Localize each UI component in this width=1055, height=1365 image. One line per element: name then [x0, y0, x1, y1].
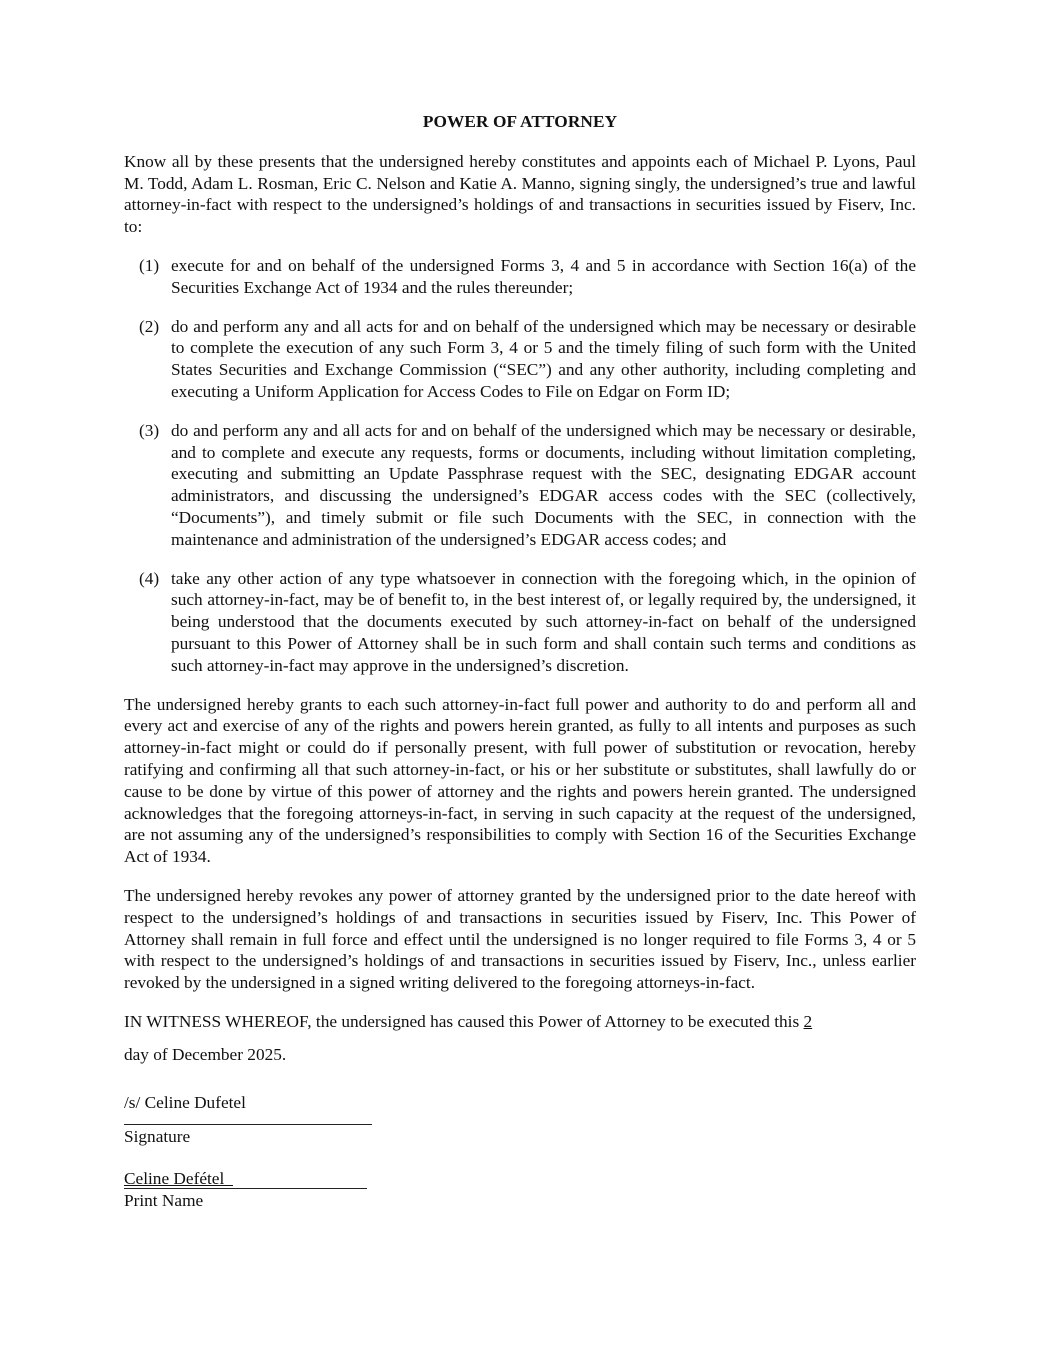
witness-text: IN WITNESS WHEREOF, the undersigned has caused this Power of Attorney to be executed this	[124, 1011, 804, 1031]
signature-block	[124, 1092, 916, 1210]
revocation-paragraph: The undersigned hereby revokes any power of attorney granted by the undersigned prior to the date hereof with respect to the undersigned’s holdings of and transactions in securities issued by Fiserv, Inc. This Power of Attorney shall remain in full force and effect until the undersigned is no longer required to file Forms 3, 4 or 5 with respect to the undersigned’s holdings of and transactions in securities issued by Fiserv, Inc., unless earlier revoked by the undersigned in a signed writing delivered to the foregoing attorneys-in-fact.	[124, 885, 916, 993]
print-name-value: Celine Defétel_	[124, 1169, 233, 1189]
list-item-text: do and perform any and all acts for and on behalf of the undersigned which may be necessary or desirable to complete the execution of any such Form 3, 4 or 5 and the timely filing of such form with the United States Securities and Exchange Commission (“SEC”) and any other authority, including completing and executing a Uniform Application for Access Codes to File on Edgar on Form ID;	[171, 316, 916, 401]
powers-list	[124, 255, 916, 677]
list-item-number: (4)	[139, 568, 160, 588]
list-item	[124, 316, 916, 403]
signature-line	[124, 1124, 372, 1125]
print-name-line	[124, 1169, 367, 1189]
witness-date-line: day of December 2025.	[124, 1044, 287, 1064]
document-title: POWER OF ATTORNEY	[422, 112, 618, 131]
list-item-number: (1)	[139, 255, 160, 275]
list-item-number: (2)	[139, 316, 160, 336]
signature-value: /s/ Celine Dufetel	[124, 1093, 246, 1113]
list-item	[124, 255, 916, 299]
list-item-text: execute for and on behalf of the undersigned Forms 3, 4 and 5 in accordance with Section 16(a) of the Securities Exchange Act of 1934 and the rules thereunder;	[171, 255, 916, 297]
intro-paragraph: Know all by these presents that the undersigned hereby constitutes and appoints each of Michael P. Lyons, Paul M. Todd, Adam L. Rosman, Eric C. Nelson and Katie A. Manno, signing singly, the undersigned’s true and lawful attorney-in-fact with respect to the undersigned’s holdings of and transactions in securities issued by Fiserv, Inc. to:	[124, 151, 916, 237]
list-item-text: take any other action of any type whatsoever in connection with the foregoing which, in the opinion of such attorney-in-fact, may be of benefit to, in the best interest of, or legally required by, the undersigned, it being understood that the documents executed by such attorney-in-fact on behalf of the undersigned pursuant to this Power of Attorney shall be in such form and shall contain such terms and conditions as such attorney-in-fact may approve in the undersigned’s discretion.	[171, 568, 916, 675]
grant-paragraph: The undersigned hereby grants to each such attorney-in-fact full power and authority to do and perform all and every act and exercise of any of the rights and powers herein granted, as fully to all intents and purposes as such attorney-in-fact might or could do if personally present, with full power of substitution or revocation, hereby ratifying and confirming all that such attorney-in-fact, or his or her substitute or substitutes, shall lawfully do or cause to be done by virtue of this power of attorney and the rights and powers herein granted. The undersigned acknowledges that the foregoing attorneys-in-fact, in serving in such capacity at the request of the undersigned, are not assuming any of the undersigned’s responsibilities to comply with Section 16 of the Securities Exchange Act of 1934.	[124, 694, 916, 867]
witness-day: 2	[803, 1011, 813, 1031]
list-item-text: do and perform any and all acts for and on behalf of the undersigned which may be necessary or desirable, and to complete and execute any requests, forms or documents, including without limitation completing, executing and submitting an Update Passphrase request with the SEC, designating EDGAR account administrators, and discussing the undersigned’s EDGAR access codes with the SEC (collectively, “Documents”), and timely submit or file such Documents with the SEC, in connection with the maintenance and administration of the undersigned’s EDGAR access codes; and	[171, 420, 916, 549]
document-page	[124, 111, 916, 1211]
list-item	[124, 568, 916, 677]
list-item	[124, 420, 916, 551]
witness-clause	[124, 1011, 916, 1033]
list-item-number: (3)	[139, 420, 160, 440]
signature-label: Signature	[124, 1127, 191, 1147]
print-name-label: Print Name	[124, 1190, 204, 1210]
